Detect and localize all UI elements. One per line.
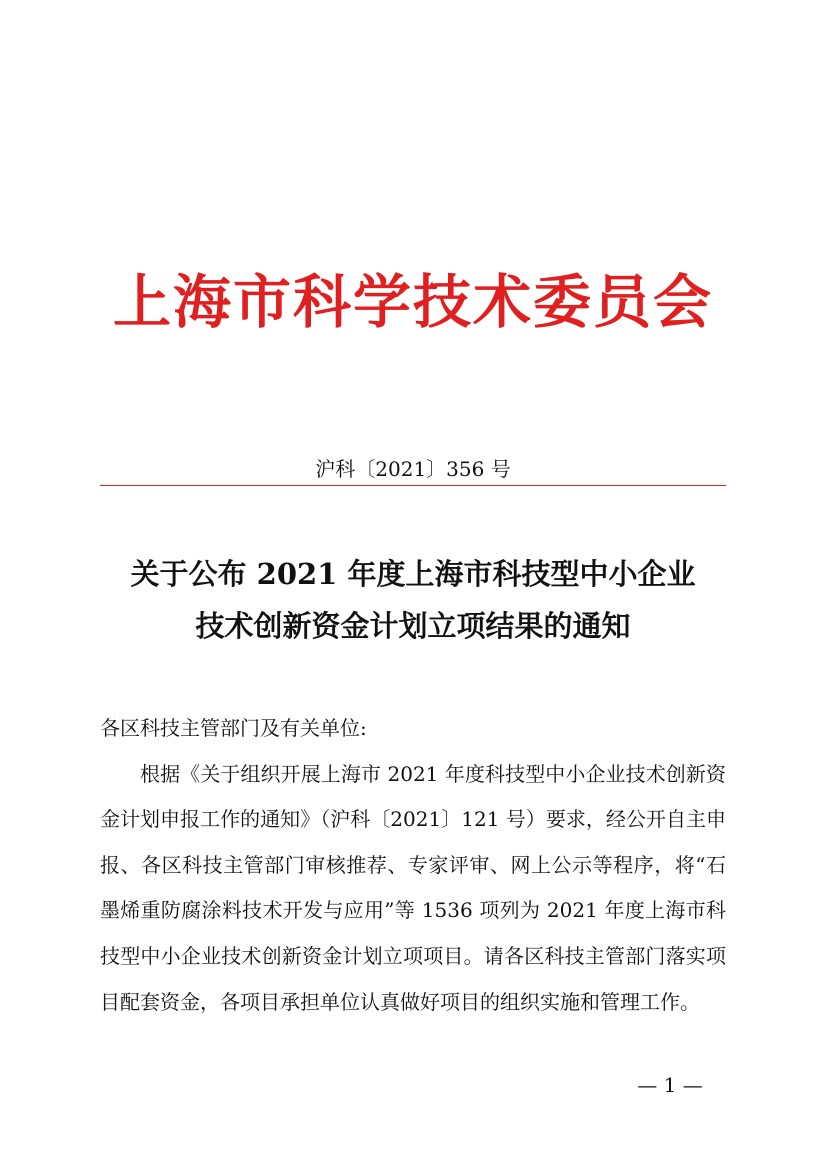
- header-red-divider: [100, 485, 726, 486]
- title-line-2: 技术创新资金计划立项结果的通知: [195, 609, 631, 643]
- page-number: — 1 —: [637, 1073, 703, 1097]
- title-line-1: 关于公布 2021 年度上海市科技型中小企业: [130, 557, 696, 591]
- document-number: 沪科〔2021〕356 号: [315, 457, 511, 481]
- salutation: 各区科技主管部门及有关单位:: [100, 716, 367, 740]
- document-title: [0, 548, 826, 652]
- body-paragraph: 根据《关于组织开展上海市 2021 年度科技型中小企业技术创新资金计划申报工作的通知》（沪科〔2021〕121 号）要求，经公开自主申报、各区科技主管部门审核推荐、专家评审、网上公示等程序，将“石墨烯重防腐涂料技术开发与应用”等 1536 项列为 2021 年度上海市科技型中小企业技术创新资金计划立项项目。请各区科技主管部门落实项目配套资金，各项目承担单位认真做好项目的组织实施和管理工作。: [100, 761, 726, 1014]
- issuing-organization-header: 上海市科学技术委员会: [112, 268, 713, 336]
- document-body: [100, 706, 726, 1025]
